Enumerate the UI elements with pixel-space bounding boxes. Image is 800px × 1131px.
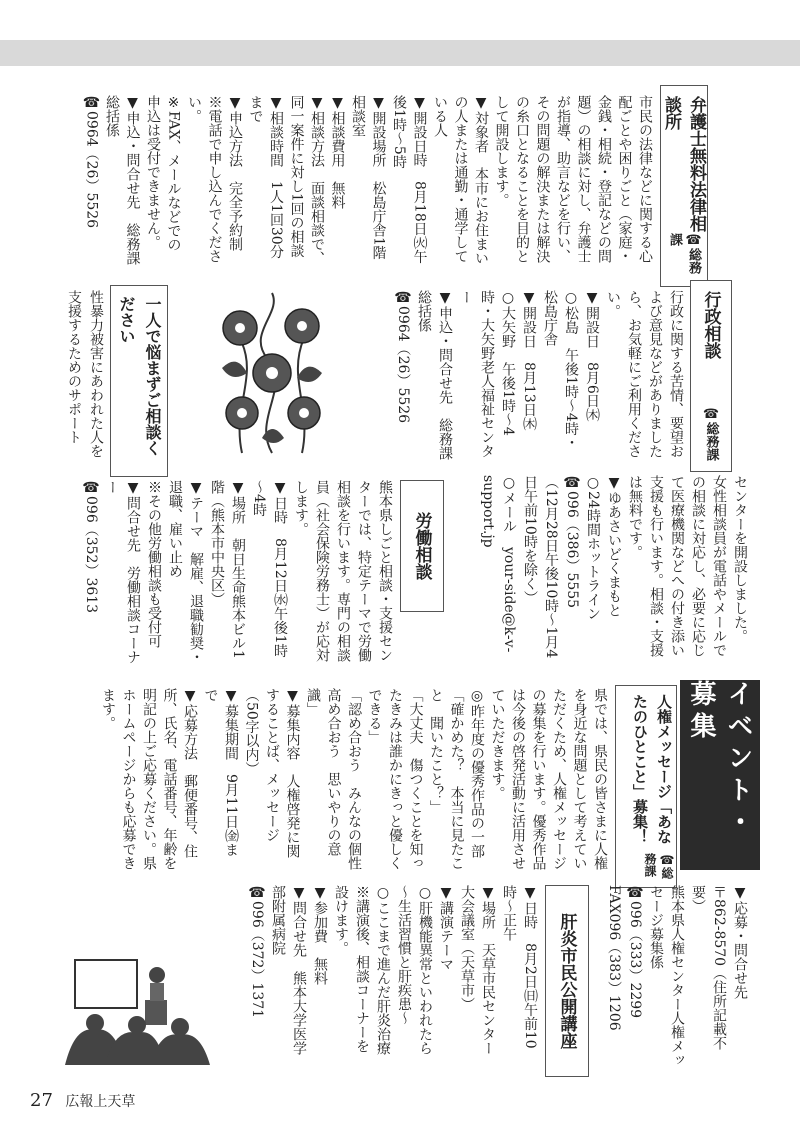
hitori-body: 性暴力被害にあわれた人を支援するためのサポート: [66, 290, 104, 458]
gyosei-body: 行政に関する苦情、要望および意見などがありましたら、お気軽にご利用ください。 ▼開設日 8月6日㈭ ○松島 午後1時～4時・松島庁舎 ▼開設日 8月13日㈭ ○大矢野 午後1時～4時・大矢野老人福祉センター ▼申込・問合せ先 総務課総括係 ☎0964（26）5526: [395, 290, 684, 460]
hitori-header: [110, 285, 168, 477]
bengoshi-body-block: [55, 95, 655, 265]
kanen-body: ▼日時 8月2日㈰午前10時～正午 ▼場所 天草市民センター大会議室（天草市） ▼講演テーマ ○肝機能異常といわれたら～生活習慣と肝疾患～ ○ここまで進んだ肝炎治療 ※講演後、相談コーナーを設けます。 ▼参加費 無料 ▼問合せ先 熊本大学医学部附属病院 ☎096（372）1371: [249, 885, 538, 1055]
hitori-body-block: [55, 290, 107, 460]
event-body: 県では、県民の皆さまに人権を身近な問題として考えていただくため、人権メッセージの募集を行います。優秀作品は今後の啓発活動に活用させていただきます。 ◎昨年度の優秀作品の一部 「確かめた？ 本当に見たこと 聞いたこと？」 「大丈夫 傷つくことを知ったきみは誰かにきっと優しくできる」 「認め合おう みんなの個性 高め合おう 思いやりの意識」 ▼募集内容 人権啓発に関することば、メッセージ（50字以内） ▼募集期間 9月11日㈮まで ▼応募方法 郵便番号、住所、氏名、電話番号、年齢を明記の上ご応募ください。県ホームページからも応募できます。: [100, 688, 608, 870]
event-banner: [680, 680, 760, 870]
event-banner-text: イベント・募集: [686, 680, 753, 840]
bengoshi-header: [660, 85, 708, 287]
hitori-cont-body: センターを開設しました。 女性相談員が電話やメールでの相談に対応し、必要に応じて医療機関などへの付き添い支援も行います。相談・支援は無料です。 ▼ゆあさいどくまもと ○24時間ホットライン ☎096（386）5555 （12月28日午後10時～1月4日午前10時を除く） ○メール your-side@k-v-support.jp: [480, 475, 748, 659]
page-footer: [30, 1090, 135, 1111]
rodo-body-block: [55, 480, 395, 665]
event-cont-block: [600, 885, 750, 1075]
publication-name: 広報上天草: [65, 1094, 136, 1110]
rodo-title: 労働相談: [411, 512, 432, 580]
gyosei-title: 行政相談: [700, 291, 721, 359]
event-dept: ☎総務課: [643, 852, 674, 879]
hitori-title: 一人で悩まずご相談ください: [117, 296, 162, 456]
lecture-illustration: [65, 955, 215, 1065]
gyosei-dept: ☎総務課: [703, 407, 719, 461]
event-title: 人権メッセージ「あなたのひとこと」募集！: [631, 694, 673, 844]
hitori-cont-block: [450, 475, 750, 665]
gyosei-header: [690, 280, 732, 472]
gyosei-body-block: [350, 290, 686, 460]
bengoshi-dept: ☎総務課: [667, 232, 701, 274]
kanen-body-block: [225, 885, 540, 1055]
morning-glory-illustration: [212, 288, 332, 458]
event-cont-body: ▼応募・問合せ先 〒862-8570（住所記載不要） 熊本県人権センター人権メッセージ募集係 ☎096（333）2299 FAX096（383）1206: [606, 885, 748, 1067]
rodo-header: [400, 480, 444, 612]
event-body-block: [55, 688, 610, 870]
top-band: [0, 40, 800, 66]
kanen-header: [545, 885, 589, 1077]
bengoshi-body: 市民の法律などに関する心配ごとや困りごと（家庭・金銭・相続・登記などの問題）の相談に対し、弁護士が指導、助言などを行い、その問題の解決または解決の糸口となることを目的として開設します。 ▼対象者 本市にお住まいの人または通勤・通学している人 ▼開設日時 8月18日㈫午後1時～5時 ▼開設場所 松島庁舎1階相談室 ▼相談費用 無料 ▼相談方法 面談相談で、同一案件に対し1回の相談 ▼相談時間 1人1回30分まで ▼申込方法 完全予約制 ※電話で申し込んでください。 ※FAX、メールなどでの申込は受付できません。 ▼申込・問合せ先 総務課総括係 ☎0964（26）5526: [83, 95, 653, 265]
kanen-title: 肝炎市民公開講座: [556, 913, 577, 1049]
page-number: 27: [30, 1090, 53, 1111]
bengoshi-title: 弁護士無料法律相談所: [661, 96, 706, 232]
event-header: [615, 685, 677, 888]
rodo-body: 熊本県しごと相談・支援センターでは、特定テーマで労働相談を行います。専門の相談員（社会保険労務士）が応対します。 ▼日時 8月12日㈬午後1時～4時 ▼場所 朝日生命熊本ビル1階（熊本市中央区） ▼テーマ 解雇、退職勧奨・退職、雇い止め ※その他労働相談も受付可 ▼問合せ先 労働相談コーナー ☎096（352）3613: [83, 480, 393, 664]
